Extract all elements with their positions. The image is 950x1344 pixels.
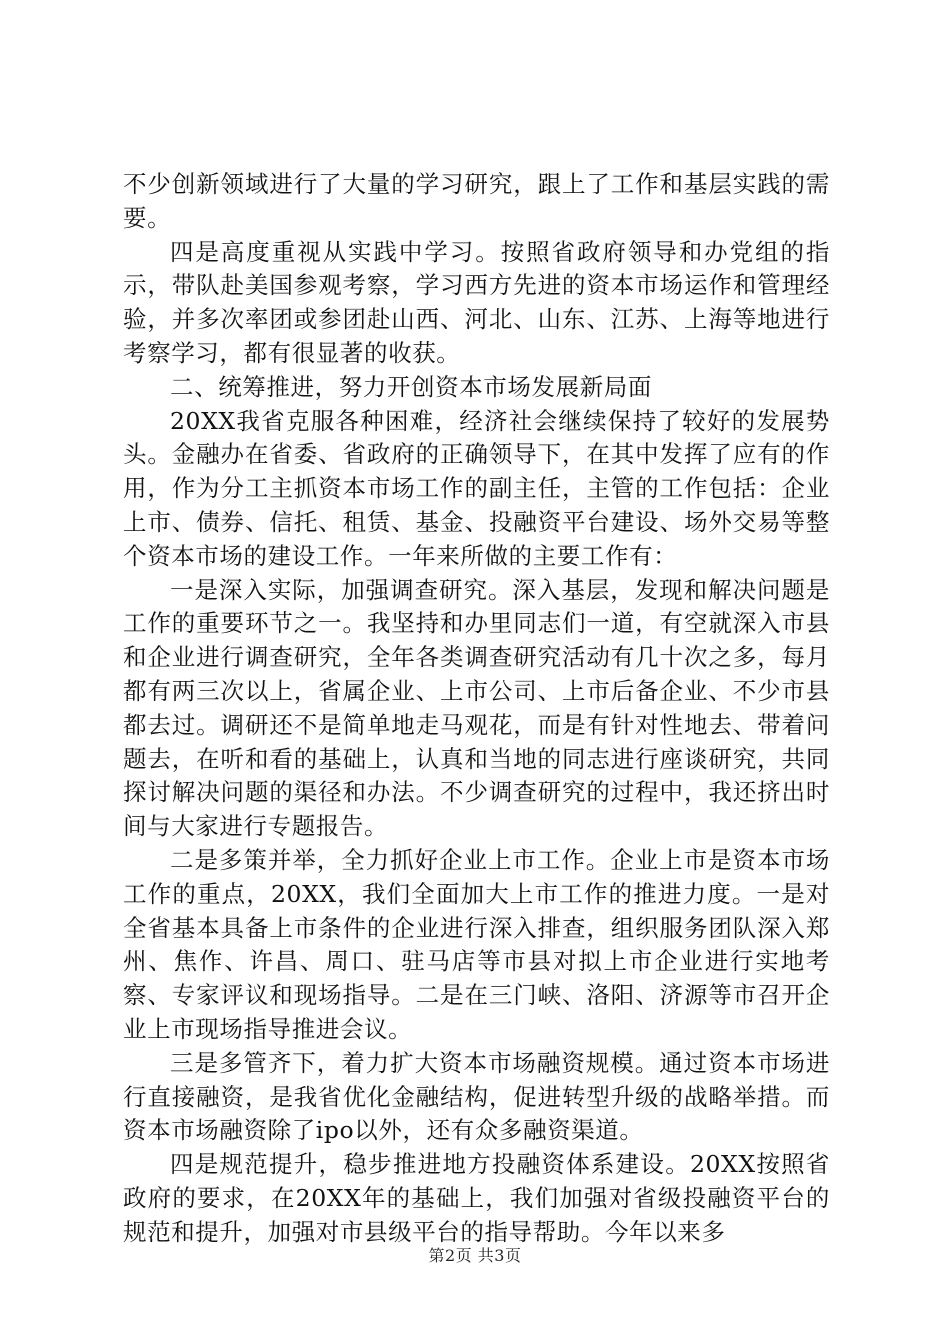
paragraph-6: 三是多管齐下，着力扩大资本市场融资规模。通过资本市场进行直接融资，是我省优化金融结构，促进转型升级的战略举措。而资本市场融资除了ipo以外，还有众多融资渠道。 <box>123 1048 830 1145</box>
paragraph-2: 四是高度重视从实践中学习。按照省政府领导和办党组的指示，带队赴美国参观考察，学习西方先进的资本市场运作和管理经验，并多次率团或参团赴山西、河北、山东、江苏、上海等地进行考察学习，都有很显著的收获。 <box>123 237 830 367</box>
paragraph-4: 一是深入实际，加强调查研究。深入基层，发现和解决问题是工作的重要环节之一。我坚持和办里同志们一道，有空就深入市县和企业进行调查研究，全年各类调查研究活动有几十次之多，每月都有两三次以上，省属企业、上市公司、上市后备企业、不少市县都去过。调研还不是简单地走马观花，而是有针对性地去、带着问题去，在听和看的基础上，认真和当地的同志进行座谈研究，共同探讨解决问题的渠径和办法。不少调查研究的过程中，我还挤出时间与大家进行专题报告。 <box>123 575 830 841</box>
page-number-footer: 第2页 共3页 <box>428 1246 522 1265</box>
paragraph-3: 20XX我省克服各种困难，经济社会继续保持了较好的发展势头。金融办在省委、省政府的正确领导下，在其中发挥了应有的作用，作为分工主抓资本市场工作的副主任，主管的工作包括：企业上市、债券、信托、租赁、基金、投融资平台建设、场外交易等整个资本市场的建设工作。一年来所做的主要工作有： <box>123 406 830 570</box>
paragraph-7: 四是规范提升，稳步推进地方投融资体系建设。20XX按照省政府的要求，在20XX年的基础上，我们加强对省级投融资平台的规范和提升，加强对市县级平台的指导帮助。今年以来多 <box>123 1150 830 1246</box>
section-heading: 二、统筹推进，努力开创资本市场发展新局面 <box>170 372 652 401</box>
paragraph-1: 不少创新领域进行了大量的学习研究，跟上了工作和基层实践的需要。 <box>123 170 830 232</box>
paragraph-5: 二是多策并举，全力抓好企业上市工作。企业上市是资本市场工作的重点，20XX，我们全面加大上市工作的推进力度。一是对全省基本具备上市条件的企业进行深入排查，组织服务团队深入郑州、焦作、许昌、周口、驻马店等市县对拟上市企业进行实地考察、专家评议和现场指导。二是在三门峡、洛阳、济源等市召开企业上市现场指导推进会议。 <box>123 845 830 1043</box>
document-body <box>123 168 830 1250</box>
